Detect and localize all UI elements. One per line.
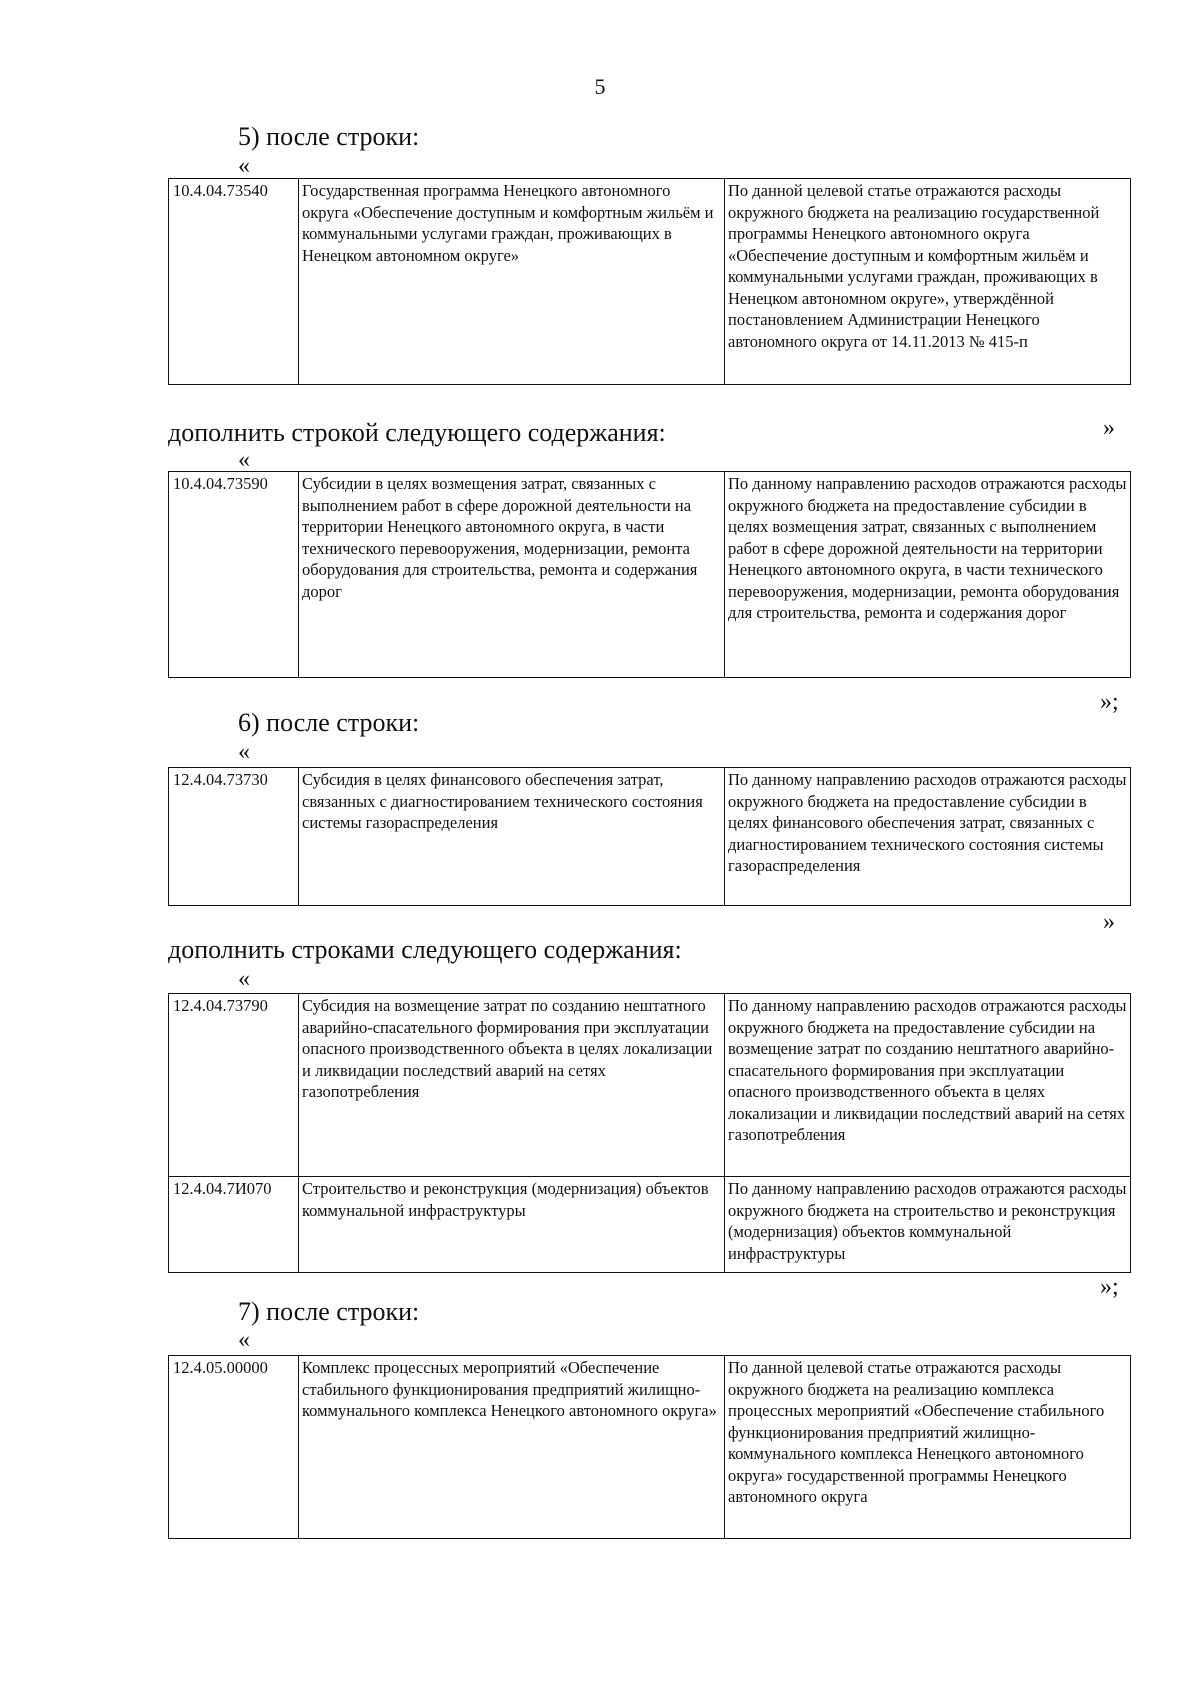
- description-cell: По данному направлению расходов отражаются расходы окружного бюджета на предоставление субсидии в целях финансового обеспечения затрат, связанных с диагностированием технического состояния системы газораспределения: [725, 768, 1131, 906]
- budget-table: [168, 471, 1131, 678]
- page-number: 5: [594, 74, 606, 99]
- table-row: [169, 768, 1131, 906]
- close-quote: »: [1103, 909, 1115, 935]
- open-quote: «: [238, 153, 250, 179]
- table-row: [169, 472, 1131, 678]
- table-row: [169, 1356, 1131, 1539]
- code-cell: 12.4.04.7И070: [169, 1177, 299, 1273]
- name-cell: Субсидия в целях финансового обеспечения затрат, связанных с диагностированием технического состояния системы газораспределения: [299, 768, 725, 906]
- close-quote: »: [1103, 415, 1115, 441]
- description-cell: По данному направлению расходов отражаются расходы окружного бюджета на предоставление субсидии на возмещение затрат по созданию нештатного аварийно-спасательного формирования при эксплуатации опасного производственного объекта в целях локализации и ликвидации последствий аварий на сетях газопотребления: [725, 994, 1131, 1177]
- section-heading: 7) после строки:: [238, 1297, 420, 1326]
- open-quote: «: [238, 447, 250, 473]
- open-quote: «: [238, 1327, 250, 1353]
- table-row: [169, 1177, 1131, 1273]
- open-quote: «: [238, 739, 250, 765]
- code-cell: 10.4.04.73540: [169, 179, 299, 385]
- name-cell: Государственная программа Ненецкого автономного округа «Обеспечение доступным и комфортным жильём и коммунальными услугами граждан, проживающих в Ненецком автономном округе»: [299, 179, 725, 385]
- code-cell: 12.4.04.73730: [169, 768, 299, 906]
- close-quote: »;: [1100, 689, 1119, 715]
- section-heading: дополнить строкой следующего содержания:: [168, 418, 666, 447]
- budget-table: [168, 1355, 1131, 1539]
- section-heading: дополнить строками следующего содержания:: [168, 935, 682, 964]
- description-cell: По данной целевой статье отражаются расходы окружного бюджета на реализацию комплекса процессных мероприятий «Обеспечение стабильного функционирования предприятий жилищно-коммунального комплекса Ненецкого автономного округа» государственной программы Ненецкого автономного округа: [725, 1356, 1131, 1539]
- name-cell: Субсидии в целях возмещения затрат, связанных с выполнением работ в сфере дорожной деятельности на территории Ненецкого автономного округа, в части технического перевооружения, модернизации, ремонта оборудования для строительства, ремонта и содержания дорог: [299, 472, 725, 678]
- code-cell: 12.4.05.00000: [169, 1356, 299, 1539]
- open-quote: «: [238, 966, 250, 992]
- budget-table: [168, 767, 1131, 906]
- table-row: [169, 994, 1131, 1177]
- description-cell: По данному направлению расходов отражаются расходы окружного бюджета на строительство и реконструкция (модернизация) объектов коммунальной инфраструктуры: [725, 1177, 1131, 1273]
- name-cell: Комплекс процессных мероприятий «Обеспечение стабильного функционирования предприятий жилищно-коммунального комплекса Ненецкого автономного округа»: [299, 1356, 725, 1539]
- description-cell: По данному направлению расходов отражаются расходы окружного бюджета на предоставление субсидии в целях возмещения затрат, связанных с выполнением работ в сфере дорожной деятельности на территории Ненецкого автономного округа, в части технического перевооружения, модернизации, ремонта оборудования для строительства, ремонта и содержания дорог: [725, 472, 1131, 678]
- table-row: [169, 179, 1131, 385]
- code-cell: 10.4.04.73590: [169, 472, 299, 678]
- name-cell: Субсидия на возмещение затрат по созданию нештатного аварийно-спасательного формирования при эксплуатации опасного производственного объекта в целях локализации и ликвидации последствий аварий на сетях газопотребления: [299, 994, 725, 1177]
- section-heading: 5) после строки:: [238, 122, 420, 151]
- code-cell: 12.4.04.73790: [169, 994, 299, 1177]
- budget-table: [168, 993, 1131, 1273]
- close-quote: »;: [1100, 1274, 1119, 1300]
- budget-table: [168, 178, 1131, 385]
- name-cell: Строительство и реконструкция (модернизация) объектов коммунальной инфраструктуры: [299, 1177, 725, 1273]
- description-cell: По данной целевой статье отражаются расходы окружного бюджета на реализацию государственной программы Ненецкого автономного округа «Обеспечение доступным и комфортным жильём и коммунальными услугами граждан, проживающих в Ненецком автономном округе», утверждённой постановлением Администрации Ненецкого автономного округа от 14.11.2013 № 415-п: [725, 179, 1131, 385]
- section-heading: 6) после строки:: [238, 708, 420, 737]
